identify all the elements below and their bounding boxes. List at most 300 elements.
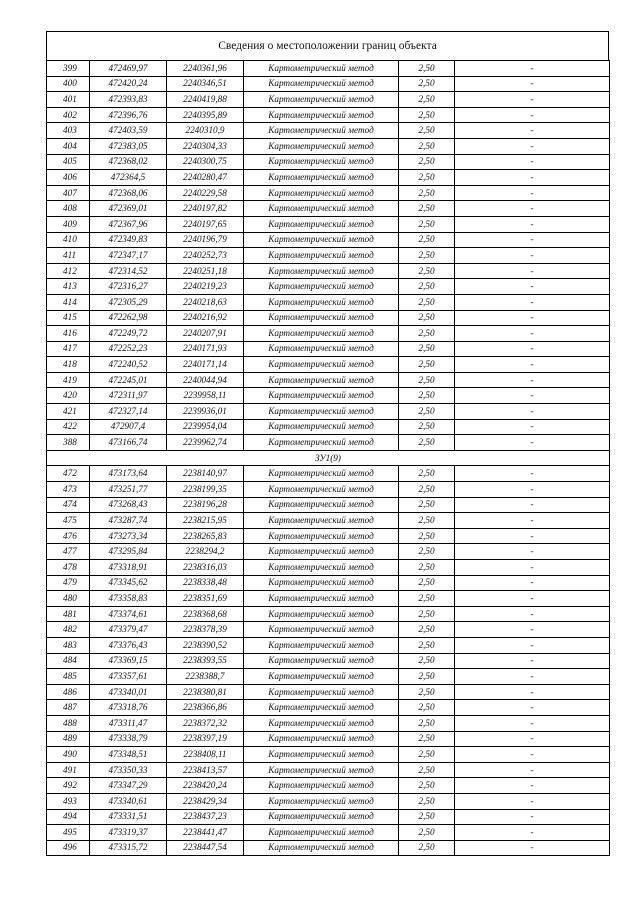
accuracy-cell: 2,50 (399, 684, 455, 700)
accuracy-cell: 2,50 (399, 294, 455, 310)
description-cell: - (455, 778, 610, 794)
coordinate-x-cell: 473379,47 (90, 622, 167, 638)
coordinate-x-cell: 473166,74 (90, 435, 167, 451)
coordinate-y-cell: 2240300,75 (167, 154, 244, 170)
table-row (47, 138, 610, 154)
description-cell: - (455, 138, 610, 154)
point-number-cell: 420 (47, 388, 90, 404)
point-number-cell: 477 (47, 544, 90, 560)
coordinate-y-cell: 2240304,33 (167, 138, 244, 154)
coordinate-y-cell: 2238366,86 (167, 700, 244, 716)
description-cell: - (455, 793, 610, 809)
coordinate-x-cell: 472240,52 (90, 357, 167, 373)
table-row (47, 825, 610, 841)
coordinate-y-cell: 2240197,65 (167, 216, 244, 232)
description-cell: - (455, 326, 610, 342)
point-number-cell: 403 (47, 123, 90, 139)
coordinate-y-cell: 2240171,93 (167, 341, 244, 357)
table-row (47, 637, 610, 653)
description-cell: - (455, 715, 610, 731)
point-number-cell: 493 (47, 793, 90, 809)
coordinate-x-cell: 473340,61 (90, 793, 167, 809)
coordinate-x-cell: 472469,97 (90, 61, 167, 77)
coordinate-y-cell: 2240229,58 (167, 185, 244, 201)
table-row (47, 435, 610, 451)
point-number-cell: 484 (47, 653, 90, 669)
description-cell: - (455, 825, 610, 841)
point-number-cell: 388 (47, 435, 90, 451)
accuracy-cell: 2,50 (399, 606, 455, 622)
method-cell: Картометрический метод (244, 294, 399, 310)
coordinate-x-cell: 473374,61 (90, 606, 167, 622)
coordinate-x-cell: 473319,37 (90, 825, 167, 841)
coordinate-y-cell: 2240218,63 (167, 294, 244, 310)
coordinate-x-cell: 473376,43 (90, 637, 167, 653)
point-number-cell: 494 (47, 809, 90, 825)
method-cell: Картометрический метод (244, 341, 399, 357)
description-cell: - (455, 201, 610, 217)
document-sheet (46, 31, 609, 856)
method-cell: Картометрический метод (244, 201, 399, 217)
coordinate-y-cell: 2240280,47 (167, 170, 244, 186)
coordinate-x-cell: 473173,64 (90, 466, 167, 482)
coordinate-y-cell: 2240197,82 (167, 201, 244, 217)
table-row (47, 419, 610, 435)
coordinate-y-cell: 2238199,35 (167, 482, 244, 498)
method-cell: Картометрический метод (244, 107, 399, 123)
method-cell: Картометрический метод (244, 326, 399, 342)
coordinate-x-cell: 472349,83 (90, 232, 167, 248)
table-row (47, 513, 610, 529)
point-number-cell: 496 (47, 840, 90, 856)
coordinate-y-cell: 2239954,04 (167, 419, 244, 435)
method-cell: Картометрический метод (244, 778, 399, 794)
coordinate-x-cell: 473357,61 (90, 669, 167, 685)
table-row (47, 341, 610, 357)
method-cell: Картометрический метод (244, 544, 399, 560)
accuracy-cell: 2,50 (399, 435, 455, 451)
accuracy-cell: 2,50 (399, 575, 455, 591)
accuracy-cell: 2,50 (399, 591, 455, 607)
table-row (47, 840, 610, 856)
description-cell: - (455, 154, 610, 170)
accuracy-cell: 2,50 (399, 513, 455, 529)
table-row (47, 107, 610, 123)
point-number-cell: 405 (47, 154, 90, 170)
description-cell: - (455, 684, 610, 700)
table-row (47, 154, 610, 170)
coordinate-x-cell: 472383,05 (90, 138, 167, 154)
table-body-before (47, 61, 610, 451)
accuracy-cell: 2,50 (399, 138, 455, 154)
point-number-cell: 415 (47, 310, 90, 326)
method-cell: Картометрический метод (244, 497, 399, 513)
coordinate-x-cell: 473295,84 (90, 544, 167, 560)
method-cell: Картометрический метод (244, 575, 399, 591)
point-number-cell: 410 (47, 232, 90, 248)
description-cell: - (455, 372, 610, 388)
accuracy-cell: 2,50 (399, 61, 455, 77)
point-number-cell: 481 (47, 606, 90, 622)
table-row (47, 497, 610, 513)
table-row (47, 653, 610, 669)
coordinate-y-cell: 2238413,57 (167, 762, 244, 778)
accuracy-cell: 2,50 (399, 154, 455, 170)
accuracy-cell: 2,50 (399, 372, 455, 388)
coordinate-y-cell: 2238441,47 (167, 825, 244, 841)
accuracy-cell: 2,50 (399, 357, 455, 373)
table-row (47, 482, 610, 498)
point-number-cell: 417 (47, 341, 90, 357)
coordinate-x-cell: 473345,62 (90, 575, 167, 591)
coordinate-y-cell: 2238388,7 (167, 669, 244, 685)
description-cell: - (455, 170, 610, 186)
coordinate-y-cell: 2238372,32 (167, 715, 244, 731)
method-cell: Картометрический метод (244, 825, 399, 841)
method-cell: Картометрический метод (244, 482, 399, 498)
accuracy-cell: 2,50 (399, 482, 455, 498)
point-number-cell: 413 (47, 279, 90, 295)
coordinate-x-cell: 473318,91 (90, 560, 167, 576)
method-cell: Картометрический метод (244, 731, 399, 747)
description-cell: - (455, 637, 610, 653)
point-number-cell: 479 (47, 575, 90, 591)
description-cell: - (455, 482, 610, 498)
coordinate-x-cell: 472245,01 (90, 372, 167, 388)
point-number-cell: 487 (47, 700, 90, 716)
description-cell: - (455, 653, 610, 669)
description-cell: - (455, 388, 610, 404)
coordinate-x-cell: 472249,72 (90, 326, 167, 342)
description-cell: - (455, 107, 610, 123)
point-number-cell: 419 (47, 372, 90, 388)
coordinate-y-cell: 2238338,48 (167, 575, 244, 591)
coordinate-y-cell: 2238380,81 (167, 684, 244, 700)
accuracy-cell: 2,50 (399, 840, 455, 856)
description-cell: - (455, 544, 610, 560)
table-row (47, 575, 610, 591)
method-cell: Картометрический метод (244, 123, 399, 139)
method-cell: Картометрический метод (244, 840, 399, 856)
coordinate-x-cell: 472368,06 (90, 185, 167, 201)
accuracy-cell: 2,50 (399, 201, 455, 217)
accuracy-cell: 2,50 (399, 76, 455, 92)
point-number-cell: 407 (47, 185, 90, 201)
table-row (47, 201, 610, 217)
method-cell: Картометрический метод (244, 154, 399, 170)
table-row (47, 684, 610, 700)
method-cell: Картометрический метод (244, 560, 399, 576)
description-cell: - (455, 731, 610, 747)
description-cell: - (455, 341, 610, 357)
point-number-cell: 485 (47, 669, 90, 685)
coordinate-y-cell: 2240252,73 (167, 248, 244, 264)
accuracy-cell: 2,50 (399, 466, 455, 482)
method-cell: Картометрический метод (244, 466, 399, 482)
point-number-cell: 402 (47, 107, 90, 123)
method-cell: Картометрический метод (244, 216, 399, 232)
coordinate-x-cell: 473315,72 (90, 840, 167, 856)
method-cell: Картометрический метод (244, 185, 399, 201)
description-cell: - (455, 528, 610, 544)
table-row (47, 793, 610, 809)
table-body-after (47, 466, 610, 856)
coordinate-x-cell: 473347,29 (90, 778, 167, 794)
coordinate-y-cell: 2240395,89 (167, 107, 244, 123)
coordinate-y-cell: 2238215,95 (167, 513, 244, 529)
point-number-cell: 418 (47, 357, 90, 373)
coordinate-x-cell: 472396,76 (90, 107, 167, 123)
accuracy-cell: 2,50 (399, 404, 455, 420)
method-cell: Картометрический метод (244, 622, 399, 638)
coordinate-x-cell: 472347,17 (90, 248, 167, 264)
accuracy-cell: 2,50 (399, 825, 455, 841)
method-cell: Картометрический метод (244, 435, 399, 451)
coordinate-x-cell: 473268,43 (90, 497, 167, 513)
description-cell: - (455, 809, 610, 825)
table-row (47, 263, 610, 279)
coordinate-x-cell: 472305,29 (90, 294, 167, 310)
point-number-cell: 478 (47, 560, 90, 576)
description-cell: - (455, 560, 610, 576)
coordinate-x-cell: 473273,34 (90, 528, 167, 544)
description-cell: - (455, 76, 610, 92)
accuracy-cell: 2,50 (399, 388, 455, 404)
description-cell: - (455, 248, 610, 264)
accuracy-cell: 2,50 (399, 263, 455, 279)
description-cell: - (455, 92, 610, 108)
accuracy-cell: 2,50 (399, 279, 455, 295)
accuracy-cell: 2,50 (399, 341, 455, 357)
point-number-cell: 473 (47, 482, 90, 498)
method-cell: Картометрический метод (244, 762, 399, 778)
coordinate-y-cell: 2238393,55 (167, 653, 244, 669)
coordinate-x-cell: 473348,51 (90, 747, 167, 763)
accuracy-cell: 2,50 (399, 232, 455, 248)
coordinate-y-cell: 2240196,79 (167, 232, 244, 248)
description-cell: - (455, 700, 610, 716)
section-label: ЗУ1(9) (47, 450, 610, 466)
description-cell: - (455, 622, 610, 638)
point-number-cell: 489 (47, 731, 90, 747)
point-number-cell: 401 (47, 92, 90, 108)
method-cell: Картометрический метод (244, 170, 399, 186)
coordinate-x-cell: 472369,01 (90, 201, 167, 217)
method-cell: Картометрический метод (244, 637, 399, 653)
accuracy-cell: 2,50 (399, 528, 455, 544)
table-row (47, 76, 610, 92)
table-row (47, 762, 610, 778)
method-cell: Картометрический метод (244, 388, 399, 404)
description-cell: - (455, 747, 610, 763)
method-cell: Картометрический метод (244, 793, 399, 809)
method-cell: Картометрический метод (244, 232, 399, 248)
coordinate-y-cell: 2238196,28 (167, 497, 244, 513)
coordinate-x-cell: 472364,5 (90, 170, 167, 186)
method-cell: Картометрический метод (244, 279, 399, 295)
table-row (47, 669, 610, 685)
point-number-cell: 488 (47, 715, 90, 731)
accuracy-cell: 2,50 (399, 809, 455, 825)
coordinate-x-cell: 472314,52 (90, 263, 167, 279)
table-row (47, 216, 610, 232)
description-cell: - (455, 419, 610, 435)
coordinate-y-cell: 2240346,51 (167, 76, 244, 92)
section-header-group (47, 450, 610, 466)
coordinate-y-cell: 2240171,14 (167, 357, 244, 373)
table-row (47, 326, 610, 342)
method-cell: Картометрический метод (244, 404, 399, 420)
table-row (47, 404, 610, 420)
coordinate-y-cell: 2238294,2 (167, 544, 244, 560)
table-row (47, 560, 610, 576)
coordinate-y-cell: 2239962,74 (167, 435, 244, 451)
point-number-cell: 482 (47, 622, 90, 638)
accuracy-cell: 2,50 (399, 544, 455, 560)
point-number-cell: 412 (47, 263, 90, 279)
point-number-cell: 421 (47, 404, 90, 420)
accuracy-cell: 2,50 (399, 622, 455, 638)
method-cell: Картометрический метод (244, 76, 399, 92)
accuracy-cell: 2,50 (399, 310, 455, 326)
point-number-cell: 474 (47, 497, 90, 513)
description-cell: - (455, 575, 610, 591)
point-number-cell: 472 (47, 466, 90, 482)
description-cell: - (455, 357, 610, 373)
coordinate-x-cell: 472327,14 (90, 404, 167, 420)
table-row (47, 528, 610, 544)
table-row (47, 310, 610, 326)
coordinate-x-cell: 472403,59 (90, 123, 167, 139)
coordinate-y-cell: 2238265,83 (167, 528, 244, 544)
method-cell: Картометрический метод (244, 700, 399, 716)
coordinate-y-cell: 2240361,96 (167, 61, 244, 77)
method-cell: Картометрический метод (244, 606, 399, 622)
point-number-cell: 400 (47, 76, 90, 92)
accuracy-cell: 2,50 (399, 216, 455, 232)
method-cell: Картометрический метод (244, 138, 399, 154)
description-cell: - (455, 294, 610, 310)
method-cell: Картометрический метод (244, 263, 399, 279)
coordinate-x-cell: 472420,24 (90, 76, 167, 92)
description-cell: - (455, 466, 610, 482)
coordinate-y-cell: 2240219,23 (167, 279, 244, 295)
table-row (47, 372, 610, 388)
method-cell: Картометрический метод (244, 310, 399, 326)
accuracy-cell: 2,50 (399, 170, 455, 186)
method-cell: Картометрический метод (244, 61, 399, 77)
point-number-cell: 490 (47, 747, 90, 763)
description-cell: - (455, 216, 610, 232)
accuracy-cell: 2,50 (399, 107, 455, 123)
coordinate-x-cell: 473340,01 (90, 684, 167, 700)
point-number-cell: 408 (47, 201, 90, 217)
description-cell: - (455, 310, 610, 326)
description-cell: - (455, 591, 610, 607)
coordinate-y-cell: 2238368,68 (167, 606, 244, 622)
point-number-cell: 483 (47, 637, 90, 653)
point-number-cell: 476 (47, 528, 90, 544)
method-cell: Картометрический метод (244, 248, 399, 264)
accuracy-cell: 2,50 (399, 793, 455, 809)
accuracy-cell: 2,50 (399, 123, 455, 139)
coordinate-x-cell: 472368,02 (90, 154, 167, 170)
description-cell: - (455, 263, 610, 279)
coordinate-y-cell: 2238397,19 (167, 731, 244, 747)
table-row (47, 357, 610, 373)
coordinate-x-cell: 473318,76 (90, 700, 167, 716)
coordinate-x-cell: 473251,77 (90, 482, 167, 498)
table-row (47, 778, 610, 794)
document-title: Сведения о местоположении границ объекта (46, 31, 609, 60)
coordinate-y-cell: 2240207,91 (167, 326, 244, 342)
table-row (47, 747, 610, 763)
accuracy-cell: 2,50 (399, 560, 455, 576)
coordinate-y-cell: 2240251,18 (167, 263, 244, 279)
description-cell: - (455, 435, 610, 451)
coordinate-x-cell: 472393,83 (90, 92, 167, 108)
accuracy-cell: 2,50 (399, 497, 455, 513)
point-number-cell: 475 (47, 513, 90, 529)
method-cell: Картометрический метод (244, 591, 399, 607)
table-row (47, 466, 610, 482)
table-row (47, 809, 610, 825)
accuracy-cell: 2,50 (399, 326, 455, 342)
table-row (47, 731, 610, 747)
description-cell: - (455, 606, 610, 622)
table-row (47, 92, 610, 108)
description-cell: - (455, 513, 610, 529)
point-number-cell: 422 (47, 419, 90, 435)
method-cell: Картометрический метод (244, 357, 399, 373)
coordinate-x-cell: 473369,15 (90, 653, 167, 669)
coordinate-y-cell: 2240044,94 (167, 372, 244, 388)
accuracy-cell: 2,50 (399, 92, 455, 108)
table-row (47, 715, 610, 731)
accuracy-cell: 2,50 (399, 248, 455, 264)
point-number-cell: 495 (47, 825, 90, 841)
method-cell: Картометрический метод (244, 715, 399, 731)
coordinate-x-cell: 473311,47 (90, 715, 167, 731)
method-cell: Картометрический метод (244, 513, 399, 529)
accuracy-cell: 2,50 (399, 419, 455, 435)
accuracy-cell: 2,50 (399, 669, 455, 685)
point-number-cell: 399 (47, 61, 90, 77)
coordinate-x-cell: 473358,83 (90, 591, 167, 607)
accuracy-cell: 2,50 (399, 653, 455, 669)
table-row (47, 591, 610, 607)
point-number-cell: 409 (47, 216, 90, 232)
accuracy-cell: 2,50 (399, 731, 455, 747)
coordinate-y-cell: 2238390,52 (167, 637, 244, 653)
table-row (47, 232, 610, 248)
coordinate-y-cell: 2238378,39 (167, 622, 244, 638)
coordinate-y-cell: 2238351,69 (167, 591, 244, 607)
description-cell: - (455, 497, 610, 513)
coordinate-x-cell: 473287,74 (90, 513, 167, 529)
coordinate-x-cell: 473350,33 (90, 762, 167, 778)
point-number-cell: 411 (47, 248, 90, 264)
accuracy-cell: 2,50 (399, 778, 455, 794)
method-cell: Картометрический метод (244, 528, 399, 544)
method-cell: Картометрический метод (244, 372, 399, 388)
coordinates-table (46, 60, 610, 856)
description-cell: - (455, 762, 610, 778)
point-number-cell: 414 (47, 294, 90, 310)
coordinate-x-cell: 472316,27 (90, 279, 167, 295)
description-cell: - (455, 123, 610, 139)
table-row (47, 294, 610, 310)
